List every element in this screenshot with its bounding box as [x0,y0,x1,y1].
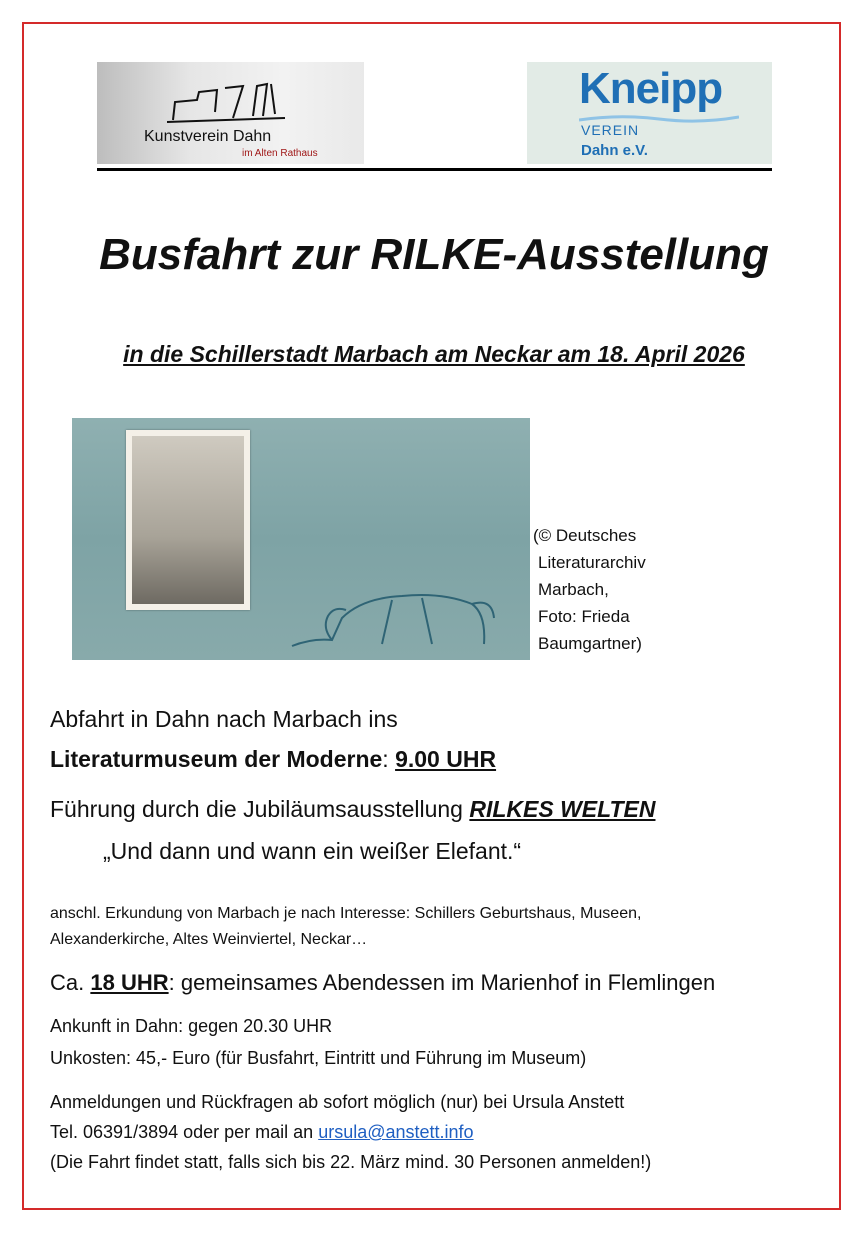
header-divider [97,168,772,171]
tour-line [50,796,655,823]
time-separator: : [382,746,396,772]
museum-name: Literaturmuseum der Moderne [50,746,383,772]
dinner-prefix: Ca. [50,970,91,995]
tour-quote: „Und dann und wann ein weißer Elefant.“ [103,838,522,864]
portrait-image [132,436,244,604]
caption-line: (© Deutsches [533,526,637,545]
contact-line [50,1122,474,1143]
minimum-note: (Die Fahrt findet statt, falls sich bis 22. März mind. 30 Personen anmelden!) [50,1152,652,1172]
rathaus-sketch-icon [167,72,287,128]
departure-line: Abfahrt in Dahn nach Marbach ins [50,706,398,732]
photo-card [126,430,250,610]
email-link[interactable]: ursula@anstett.info [318,1122,474,1142]
kunstverein-subtitle: im Alten Rathaus [242,148,318,159]
dinner-time: 18 UHR [90,970,169,995]
caption-line: Baumgartner) [538,634,642,653]
photo-caption [533,522,646,657]
arrival-line: Ankunft in Dahn: gegen 20.30 UHR [50,1016,333,1036]
kunstverein-name: Kunstverein Dahn [144,128,272,145]
exhibition-name: RILKES WELTEN [469,796,656,822]
departure-time: 9.00 UHR [395,746,497,772]
panther-sketch-icon [272,558,502,658]
caption-line: Marbach, [538,580,609,599]
registration-line: Anmeldungen und Rückfragen ab sofort möglich (nur) bei Ursula Anstett [50,1092,625,1112]
tour-prefix: Führung durch die Jubiläumsausstellung [50,796,470,822]
page-title: Busfahrt zur RILKE-Ausstellung [99,230,769,279]
dinner-line [50,970,715,996]
museum-line [50,746,496,773]
caption-line: Foto: Frieda [538,607,630,626]
kneipp-verein: VEREIN [581,122,640,138]
explore-line: Alexanderkirche, Altes Weinviertel, Neckar… [50,931,368,948]
costs-line: Unkosten: 45,- Euro (für Busfahrt, Eintritt und Führung im Museum) [50,1048,587,1068]
page-subtitle: in die Schillerstadt Marbach am Neckar am 18. April 2026 [123,341,745,367]
kunstverein-logo [97,62,364,164]
caption-line: Literaturarchiv [538,553,646,572]
dinner-details: : gemeinsames Abendessen im Marienhof in Flemlingen [168,970,716,995]
kneipp-logo [527,62,772,164]
rilke-photo [72,418,530,660]
phone-text: Tel. 06391/3894 oder per mail an [50,1122,319,1142]
explore-line: anschl. Erkundung von Marbach je nach Interesse: Schillers Geburtshaus, Museen, [50,905,642,922]
kneipp-title: Kneipp [579,64,723,113]
kneipp-place: Dahn e.V. [581,142,648,159]
